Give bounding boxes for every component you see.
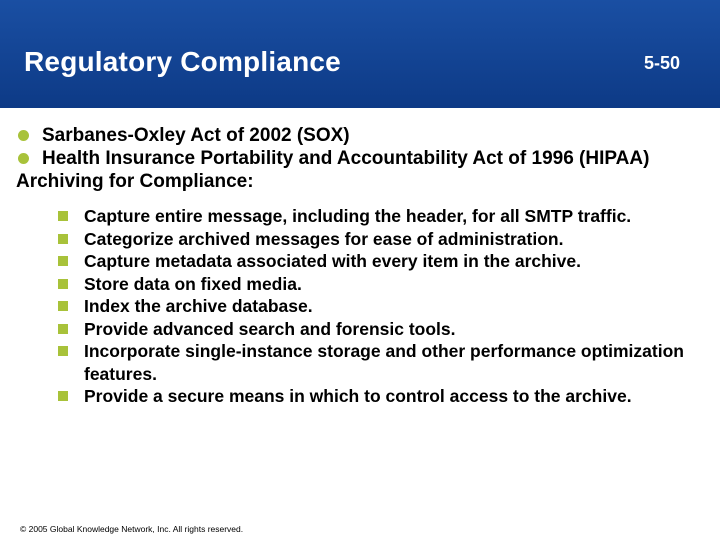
bullet-item [16,147,700,170]
square-bullet-icon [58,391,68,401]
sub-bullet-item [44,250,700,273]
square-bullet-icon [58,346,68,356]
bullet-item [16,124,700,147]
slide-number: 5-50 [643,53,680,73]
sub-bullet-item [44,273,700,296]
bullet-text: Sarbanes-Oxley Act of 2002 (SOX) [42,125,350,146]
slide-title: Regulatory Compliance [24,46,341,77]
sub-bullet-item [44,205,700,228]
sub-bullet-text: Capture entire message, including the header, for all SMTP traffic. [84,206,632,226]
sub-bullet-item [44,228,700,251]
sub-bullet-item [44,340,700,385]
sub-bullet-item [44,295,700,318]
section-heading [16,170,700,193]
sub-bullet-item [44,385,700,408]
sub-bullet-text: Provide advanced search and forensic tools. [84,318,456,339]
slide-body [16,124,700,408]
sub-bullet-text: Store data on fixed media. [84,273,302,294]
square-bullet-icon [58,234,68,244]
sub-bullet-item [44,318,700,341]
square-bullet-icon [58,256,68,266]
round-bullet-icon [18,130,29,141]
copyright-footer: © 2005 Global Knowledge Network, Inc. All rights reserved. [20,524,244,534]
section-heading-text: Archiving for Compliance: [16,171,254,192]
bullet-text: Health Insurance Portability and Accountability Act of 1996 (HIPAA) [42,148,650,169]
sub-bullet-text: Index the archive database. [84,296,313,316]
square-bullet-icon [58,301,68,311]
square-bullet-icon [58,324,68,334]
sub-bullet-list [16,205,700,408]
round-bullet-icon [18,153,29,164]
sub-bullet-text: Incorporate single-instance storage and other performance optimization features. [84,341,684,384]
square-bullet-icon [58,211,68,221]
sub-bullet-text: Categorize archived messages for ease of administration. [84,228,564,249]
slide-header [0,0,720,108]
sub-bullet-text: Provide a secure means in which to control access to the archive. [84,386,632,406]
square-bullet-icon [58,279,68,289]
sub-bullet-text: Capture metadata associated with every item in the archive. [84,251,581,271]
